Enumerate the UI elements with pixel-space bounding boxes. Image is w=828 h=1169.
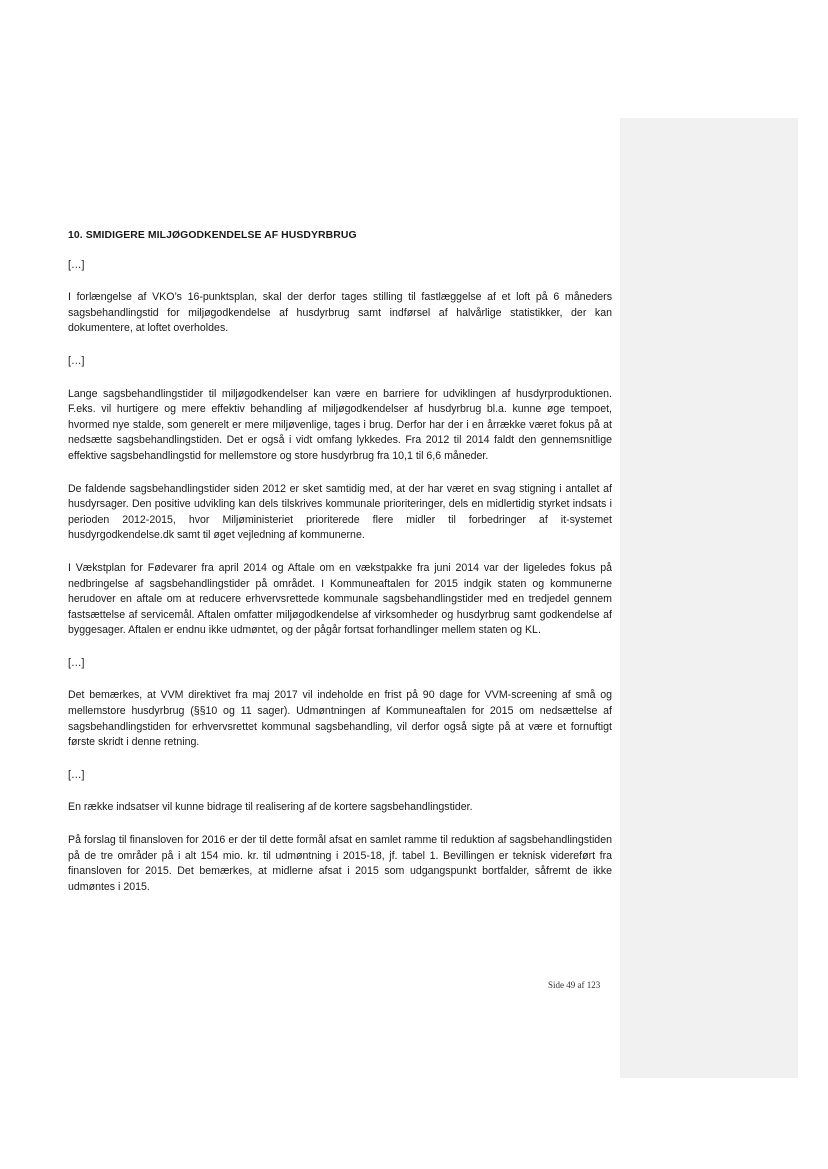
body-paragraph: En række indsatser vil kunne bidrage til realisering af de kortere sagsbehandlingstider. — [68, 801, 473, 814]
body-paragraph: Det bemærkes, at VVM direktivet fra maj 2017 vil indeholde en frist på 90 dage for VVM-screening af små og mellemstore husdyrbrug (§§10 og 11 sager). Udmøntningen af Kommuneaftalen for 2015 om nedsættelse af sagsbehandlingstiden for erhvervsrettet kommunal sagsbehandling, vil derfor også sigte på at være et fornuftigt første skridt i denne retning. — [68, 689, 612, 749]
body-paragraph: De faldende sagsbehandlingstider siden 2012 er sket samtidig med, at der har været en svag stigning i antallet af husdyrsager. Den positive udvikling kan dels tilskrives kommunale prioriteringer, dels en midlertidig styrket indsats i perioden 2012-2015, hvor Miljøministeriet prioriterede flere midler til forbedringer af it-systemet husdyrgodkendelse.dk samt til øget vejledning af kommunerne. — [68, 482, 612, 542]
omission-marker: […] — [68, 258, 85, 271]
omission-marker: […] — [68, 656, 85, 669]
page-number: Side 49 af 123 — [548, 980, 601, 990]
right-margin-band — [620, 118, 798, 1078]
omission-marker: […] — [68, 768, 85, 781]
body-paragraph: På forslag til finansloven for 2016 er der til dette formål afsat en samlet ramme til reduktion af sagsbehandlingstiden på de tre områder på i alt 154 mio. kr. til udmøntning i 2015-18, jf. tabel 1. Bevillingen er teknisk videreført fra finansloven for 2015. Det bemærkes, at midlerne afsat i 2015 som udgangspunkt bortfalder, såfremt de ikke udmøntes i 2015. — [68, 834, 612, 893]
body-paragraph: I forlængelse af VKO’s 16-punktsplan, skal der derfor tages stilling til fastlæggelse af et loft på 6 måneders sagsbehandlingstid for miljøgodkendelse af husdyrbrug samt indførsel af halvårlige statistikker, der kan dokumentere, at loftet overholdes. — [68, 291, 612, 335]
section-heading: 10. SMIDIGERE MILJØGODKENDELSE AF HUSDYRBRUG — [68, 230, 357, 241]
omission-marker: […] — [68, 354, 85, 367]
document-body — [68, 228, 612, 912]
body-paragraph: Lange sagsbehandlingstider til miljøgodkendelser kan være en barriere for udviklingen af husdyrproduktionen. F.eks. vil hurtigere og mere effektiv behandling af miljøgodkendelser af husdyrbrug bl.a. kunne øge tempoet, hvormed nye stalde, som generelt er mere miljøvenlige, tages i brug. Derfor har der i en årrække været fokus på at nedsætte sagsbehandlingstiden. Det er også i vidt omfang lykkedes. Fra 2012 til 2014 faldt den gennemsnitlige effektive sagsbehandlingstid for mellemstore og store husdyrbrug fra 10,1 til 6,6 måneder. — [68, 387, 612, 462]
body-paragraph: I Vækstplan for Fødevarer fra april 2014 og Aftale om en vækstpakke fra juni 2014 var der ligeledes fokus på nedbringelse af sagsbehandlingstider på området. I Kommuneaftalen for 2015 indgik staten og kommunerne herudover en aftale om at reducere erhvervsrettede kommunale sagsbehandlingstider med en tredjedel gennem fastsættelse af servicemål. Aftalen omfatter miljøgodkendelse af virksomheder og husdyrbrug samt godkendelse af byggesager. Aftalen er endnu ikke udmøntet, og der pågår fortsat forhandlinger mellem staten og KL. — [68, 561, 612, 637]
